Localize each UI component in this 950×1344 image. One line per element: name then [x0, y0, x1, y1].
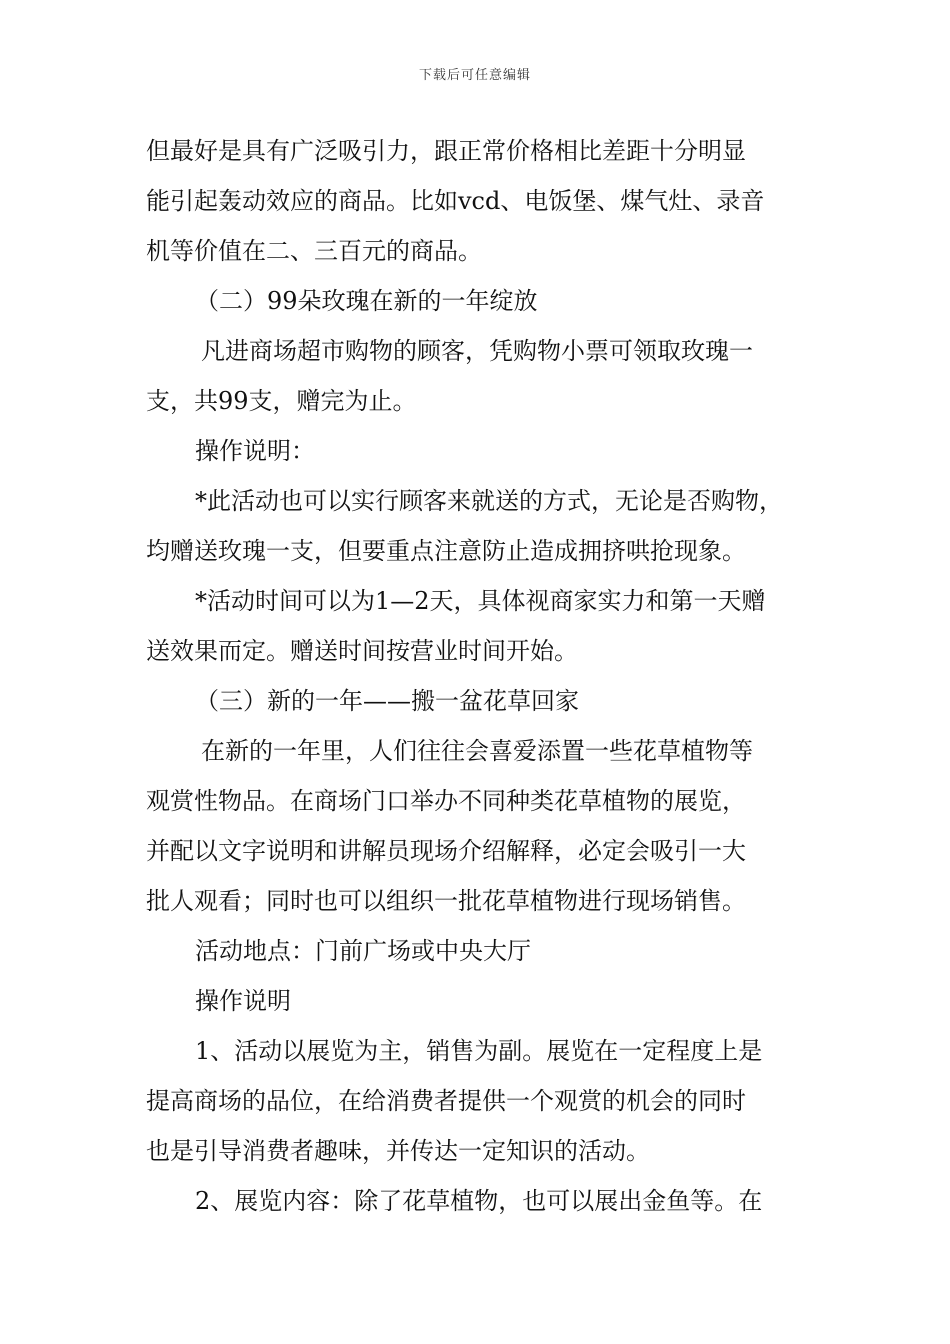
text-line: 支，共99支，赠完为止。 [146, 387, 417, 415]
paragraph-start: 1、活动以展览为主，销售为副。展览在一定程度上是 [195, 1037, 763, 1065]
text-line: 机等价值在二、三百元的商品。 [146, 237, 482, 265]
text-line: 送效果而定。赠送时间按营业时间开始。 [146, 637, 578, 665]
text-line: 能引起轰动效应的商品。比如vcd、电饭堡、煤气灶、录音 [146, 187, 765, 215]
paragraph-start: 凡进商场超市购物的顾客，凭购物小票可领取玫瑰一 [201, 337, 753, 365]
text-line: 均赠送玫瑰一支，但要重点注意防止造成拥挤哄抢现象。 [146, 537, 746, 565]
subheading: 操作说明 [195, 987, 291, 1015]
document-body [146, 126, 816, 1226]
text-line: 也是引导消费者趣味，并传达一定知识的活动。 [146, 1137, 650, 1165]
paragraph-start: 2、展览内容：除了花草植物，也可以展出金鱼等。在 [195, 1187, 763, 1215]
subheading: 活动地点：门前广场或中央大厅 [195, 937, 531, 965]
paragraph-start: 在新的一年里，人们往往会喜爱添置一些花草植物等 [201, 737, 753, 765]
text-line: 批人观看；同时也可以组织一批花草植物进行现场销售。 [146, 887, 746, 915]
paragraph-start: *此活动也可以实行顾客来就送的方式，无论是否购物， [195, 487, 783, 515]
text-line: 但最好是具有广泛吸引力，跟正常价格相比差距十分明显 [146, 137, 746, 165]
text-line: 观赏性物品。在商场门口举办不同种类花草植物的展览， [146, 787, 746, 815]
page-header: 下载后可任意编辑 [418, 68, 531, 83]
section-heading: （三）新的一年——搬一盆花草回家 [195, 687, 579, 715]
text-line: 提高商场的品位，在给消费者提供一个观赏的机会的同时 [146, 1087, 746, 1115]
subheading: 操作说明： [195, 437, 315, 465]
paragraph-start: *活动时间可以为1—2天，具体视商家实力和第一天赠 [195, 587, 766, 615]
section-heading: （二）99朵玫瑰在新的一年绽放 [195, 287, 538, 315]
text-line: 并配以文字说明和讲解员现场介绍解释，必定会吸引一大 [146, 837, 746, 865]
